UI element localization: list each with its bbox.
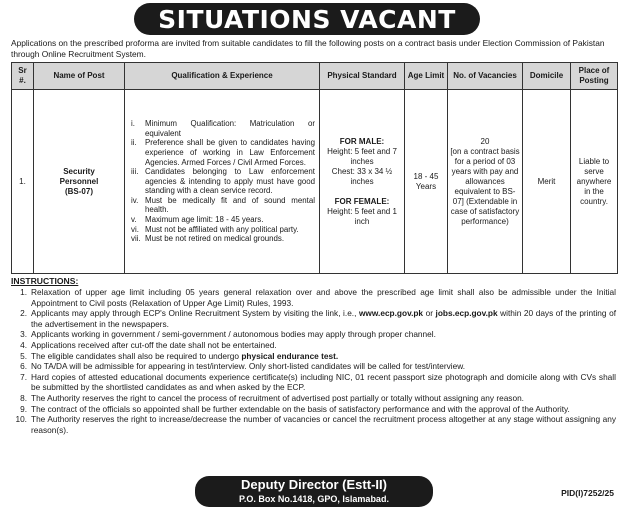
ecp-website-link[interactable]: www.ecp.gov.pk (358, 308, 424, 319)
list-item (11, 361, 616, 372)
list-item (11, 329, 616, 340)
list-item (127, 119, 315, 138)
table-header-row (12, 63, 618, 90)
header-domicile: Domicile (523, 63, 571, 90)
item-text: No TA/DA will be admissible for appearing in test/interview. Only short-listed candidates will be called for test/interview. (31, 361, 466, 372)
item-text: The Authority reserves the right to cancel the process of recruitment of advertised post partially or totally without assigning any reason. (31, 392, 524, 403)
item-text: Must be medically fit and of sound mental health. (145, 195, 315, 215)
header-physical: Physical Standard (320, 63, 405, 90)
cell-vacancies (448, 90, 523, 274)
female-height: Height: 5 feet and 1 inch (327, 206, 397, 226)
list-item (11, 340, 616, 351)
item-text: Hard copies of attested educational documents experience certificate(s) including NIC, 01 recent passport size photograph and domicile along with CVs shall be submitted by the shortlisted candidates as and when asked by the ECP. (31, 371, 616, 393)
item-text: The contract of the officials so appointed shall be further extendable on the basis of satisfactory performance and with the approval of the Authority. (31, 403, 570, 414)
posts-table (11, 62, 618, 274)
item-number: 10. (15, 414, 27, 425)
header-posting: Place of Posting (571, 63, 618, 90)
list-item (11, 372, 616, 393)
post-name-line: Security (63, 166, 95, 176)
item-text (31, 308, 616, 329)
list-item (11, 414, 616, 435)
item-number: 6. (20, 361, 27, 372)
header-sr: Sr #. (12, 63, 34, 90)
list-item (127, 167, 315, 196)
item-number: i. (131, 119, 135, 129)
page-title: SITUATIONS VACANT (158, 4, 456, 34)
header-vacancies: No. of Vacancies (448, 63, 523, 90)
cell-sr: 1. (12, 90, 34, 274)
cell-domicile: Merit (523, 90, 571, 274)
item-text: Candidates belonging to Law enforcement agencies & intending to apply must have good standing with a clean service record. (145, 167, 315, 196)
item-text: Must not be affiliated with any political party. (145, 224, 299, 234)
header-qualification: Qualification & Experience (125, 63, 320, 90)
header-age: Age Limit (405, 63, 448, 90)
cell-post-name (34, 90, 125, 274)
item-number: 4. (20, 339, 27, 350)
post-grade: (BS-07) (64, 186, 93, 196)
item-number: 8. (20, 392, 27, 403)
item-number: 7. (20, 371, 27, 382)
footer-title: Deputy Director (Estt-II) (241, 477, 387, 492)
item-text: Applications received after cut-off the date shall not be entertained. (31, 339, 277, 350)
item-number: iii. (131, 167, 139, 177)
footer-address: P.O. Box No.1418, GPO, Islamabad. (239, 494, 389, 504)
item-text-part: Applicants may apply through ECP's Online Recruitment System by visiting the link, i.e., (31, 308, 359, 319)
item-text: Applicants working in government / semi-government / autonomous bodies may apply through proper channel. (31, 329, 436, 340)
list-item (11, 287, 616, 308)
list-item (127, 196, 315, 215)
list-item (11, 393, 616, 404)
male-height: Height: 5 feet and 7 inches (327, 146, 397, 166)
item-text-part: within 20 days of the printing of the advertisement in the newspapers. (31, 308, 616, 329)
item-text: Maximum age limit: 18 - 45 years. (145, 215, 264, 225)
item-number: vi. (131, 224, 139, 234)
item-text: Minimum Qualification: Matriculation or equivalent (145, 119, 315, 138)
cell-posting: Liable to serve anywhere in the country. (571, 90, 618, 274)
list-item (127, 215, 315, 225)
item-number: 5. (20, 350, 27, 361)
table-row (12, 90, 618, 274)
item-number: vii. (131, 234, 141, 244)
list-item (127, 225, 315, 235)
item-text-part: The eligible candidates shall also be required to undergo (31, 350, 242, 361)
post-name-line: Personnel (59, 176, 99, 186)
cell-qualification (125, 90, 320, 274)
item-number: 3. (20, 329, 27, 340)
item-text (31, 351, 616, 362)
item-text: Must be not retired on medical grounds. (145, 234, 285, 244)
instructions-list (11, 287, 616, 435)
item-text-bold: physical endurance test. (241, 350, 339, 361)
cell-physical (320, 90, 405, 274)
header-post: Name of Post (34, 63, 125, 90)
cell-age: 18 - 45 Years (405, 90, 448, 274)
item-text-part: or (423, 308, 436, 319)
qualification-list (127, 119, 315, 244)
list-item (127, 234, 315, 244)
pid-number: PID(I)7252/25 (561, 488, 614, 498)
male-heading: FOR MALE: (339, 136, 385, 146)
item-text: Preference shall be given to candidates having experience of working in Law Enforcement Agencies. Armed Forces / Civil Armed Forces. (145, 138, 315, 167)
male-chest: Chest: 33 x 34 ½ inches (331, 166, 393, 186)
item-text: Relaxation of upper age limit including 05 years general relaxation over and above the prescribed age limit shall also be admissible under the Initial Appointment to Civil posts (Relaxation of Upper Age Limit) Rules, 1993. (31, 287, 616, 308)
vacancies-count: 20 (480, 136, 490, 146)
item-number: ii. (131, 138, 137, 148)
female-heading: FOR FEMALE: (334, 196, 390, 206)
footer-contact-box (195, 476, 433, 507)
item-number: iv. (131, 195, 139, 205)
item-number: v. (131, 215, 137, 225)
instructions-heading: INSTRUCTIONS: (11, 276, 79, 286)
list-item (11, 404, 616, 415)
vacancies-note: [on a contract basis for a period of 03 years with pay and allowances equivalent to BS-07] (Extendable in case of satisfactory performance) (450, 146, 520, 226)
list-item (11, 308, 616, 329)
jobs-website-link[interactable]: jobs.ecp.gov.pk (435, 308, 498, 319)
list-item (127, 138, 315, 167)
spacer (322, 187, 402, 197)
item-number: 2. (20, 308, 27, 319)
list-item (11, 351, 616, 362)
page-title-banner (134, 3, 480, 35)
instructions-section (11, 276, 616, 435)
item-number: 1. (20, 287, 27, 297)
item-text: The Authority reserves the right to increase/decrease the number of vacancies or cancel the recruitment process altogether at any stage without assigning any reason(s). (31, 414, 616, 435)
item-number: 9. (20, 403, 27, 414)
intro-paragraph: Applications on the prescribed proforma are invited from suitable candidates to fill the following posts on a contract basis under Election Commission of Pakistan through Online Recruitment System. (11, 38, 605, 59)
